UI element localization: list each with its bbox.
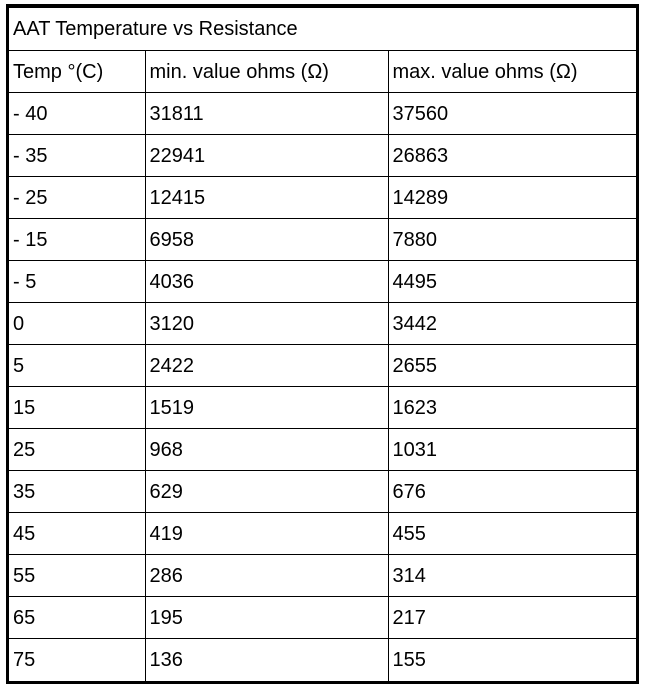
min-ohms-cell: 968: [145, 429, 388, 471]
table-row: [9, 639, 636, 681]
table-row: [9, 387, 636, 429]
max-ohms-cell: 7880: [388, 219, 636, 261]
min-ohms-cell: 3120: [145, 303, 388, 345]
min-ohms-cell: 136: [145, 639, 388, 681]
table-row: [9, 597, 636, 639]
temp-cell: 45: [9, 513, 145, 555]
max-ohms-cell: 26863: [388, 135, 636, 177]
min-ohms-cell: 22941: [145, 135, 388, 177]
resistance-table: [6, 4, 639, 684]
table-title-row: [9, 8, 636, 51]
min-ohms-cell: 12415: [145, 177, 388, 219]
min-ohms-cell: 419: [145, 513, 388, 555]
table-row: [9, 303, 636, 345]
temp-cell: 65: [9, 597, 145, 639]
temp-cell: - 40: [9, 93, 145, 135]
table-row: [9, 219, 636, 261]
table-body: [9, 93, 636, 681]
table-row: [9, 429, 636, 471]
max-ohms-cell: 217: [388, 597, 636, 639]
resistance-data-table: [9, 7, 636, 681]
max-ohms-cell: 676: [388, 471, 636, 513]
temp-cell: 0: [9, 303, 145, 345]
max-ohms-cell: 4495: [388, 261, 636, 303]
min-ohms-cell: 195: [145, 597, 388, 639]
temp-cell: 35: [9, 471, 145, 513]
table-row: [9, 513, 636, 555]
max-ohms-cell: 37560: [388, 93, 636, 135]
table-row: [9, 261, 636, 303]
max-ohms-cell: 314: [388, 555, 636, 597]
table-row: [9, 177, 636, 219]
temp-cell: 25: [9, 429, 145, 471]
temp-cell: 5: [9, 345, 145, 387]
table-row: [9, 555, 636, 597]
min-ohms-cell: 286: [145, 555, 388, 597]
table-title: AAT Temperature vs Resistance: [9, 8, 636, 51]
table-row: [9, 135, 636, 177]
min-ohms-cell: 4036: [145, 261, 388, 303]
temp-cell: - 5: [9, 261, 145, 303]
max-ohms-cell: 155: [388, 639, 636, 681]
table-row: [9, 471, 636, 513]
max-ohms-cell: 14289: [388, 177, 636, 219]
table-row: [9, 345, 636, 387]
min-ohms-cell: 31811: [145, 93, 388, 135]
max-ohms-cell: 455: [388, 513, 636, 555]
temp-cell: 55: [9, 555, 145, 597]
column-header-temp: Temp °(C): [9, 51, 145, 93]
column-header-max: max. value ohms (Ω): [388, 51, 636, 93]
max-ohms-cell: 1623: [388, 387, 636, 429]
table-row: [9, 93, 636, 135]
temp-cell: 15: [9, 387, 145, 429]
min-ohms-cell: 629: [145, 471, 388, 513]
min-ohms-cell: 6958: [145, 219, 388, 261]
temp-cell: - 15: [9, 219, 145, 261]
max-ohms-cell: 1031: [388, 429, 636, 471]
temp-cell: - 35: [9, 135, 145, 177]
temp-cell: - 25: [9, 177, 145, 219]
max-ohms-cell: 3442: [388, 303, 636, 345]
max-ohms-cell: 2655: [388, 345, 636, 387]
table-header-row: [9, 51, 636, 93]
temp-cell: 75: [9, 639, 145, 681]
min-ohms-cell: 2422: [145, 345, 388, 387]
min-ohms-cell: 1519: [145, 387, 388, 429]
column-header-min: min. value ohms (Ω): [145, 51, 388, 93]
